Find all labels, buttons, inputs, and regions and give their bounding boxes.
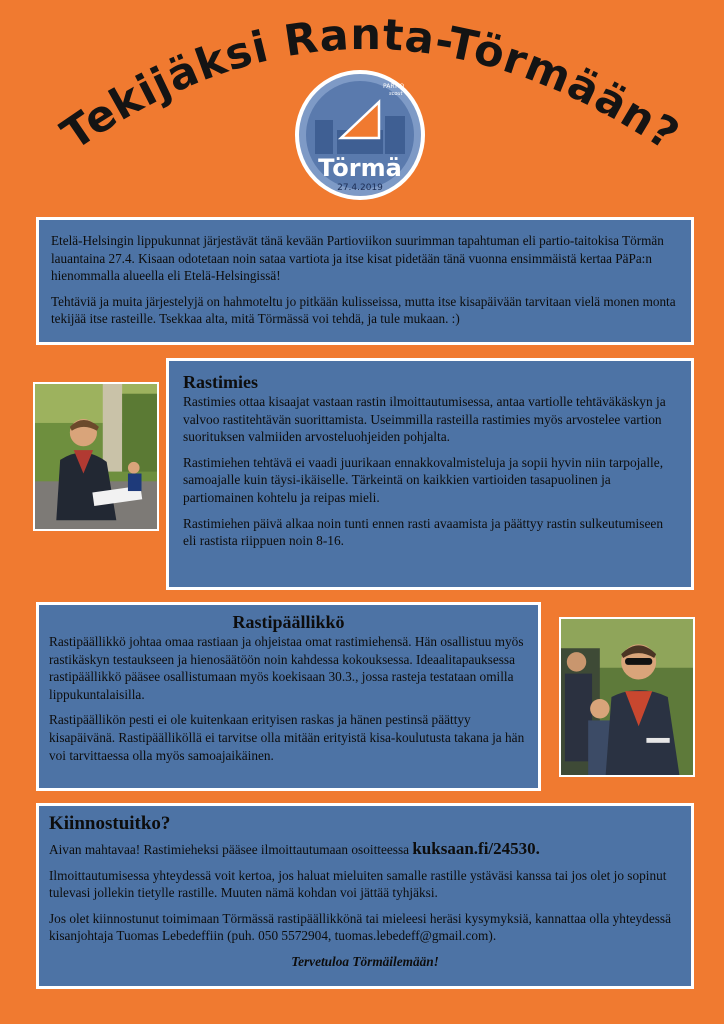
rastipaallikko-panel [36,602,541,791]
rastipaallikko-photo [559,617,695,777]
rastipaallikko-paragraph: Rastipäällikön pesti ei ole kuitenkaan erityisen raskas ja hänen pestinsä päättyy kisapäivänä. Rastipäälliköllä ei tarvitse olla mitään erityistä kisa-koulutusta takana ja hän voi tarvittaessa olla myös samoajaikäinen. [49,712,525,763]
svg-text:PARTIO: PARTIO [383,83,405,90]
intro-panel [36,217,694,345]
intro-paragraph: Etelä-Helsingin lippukunnat järjestävät tänä kevään Partioviikon suurimman tapahtuman eli partio-taitokisa Törmän lauantaina 27.4. Kisaan odotetaan noin sataa vartiota ja itse kisat pidetään tänä vuonna ensimmäistä kertaa PäPa:n hienommalla alueella eli Etelä-Helsingissä! [51,233,664,284]
rastimies-paragraph: Rastimiehen päivä alkaa noin tunti ennen rasti avaamista ja päättyy rastin sulkeutumiseen eli rastista riippuen noin 8-16. [183,515,664,549]
signup-line [49,840,681,859]
badge-date: 27.4.2019 [337,183,383,193]
svg-text:scout: scout [389,91,403,97]
kiinnostuitko-panel [36,803,694,989]
rastimies-paragraph: Rastimiehen tehtävä ei vaadi juurikaan ennakkovalmisteluja ja sopii hyvin niin tarpojalle, samoajalle kuin täysi-ikäiselle. Tärkeintä on kaikkien vartioiden tasapuolinen ja partiomainen kohtelu ja reipas mieli. [183,454,664,505]
rastimies-photo [33,382,159,531]
rastipaallikko-heading: Rastipäällikkö [232,612,345,632]
rastipaallikko-paragraph: Rastipäällikkö johtaa omaa rastiaan ja ohjeistaa omat rastimiehensä. Hän osallistuu myös rastikäskyn testaukseen ja hienosäätöön noin kahdessa kokouksessa. Ideaalitapauksessa rastipäällikkö pääsee osallistumaan myös koekisaan 30.3., jossa rasteja testataan omilla lippukuntalaisilla. [49,634,524,702]
badge-name: Törmä [318,154,402,182]
kiinnostuitko-paragraph: Ilmoittautumisessa yhteydessä voit kertoa, jos haluat mieluiten samalle rastille ystäväsi kanssa tai jos olet jo sopinut tulevasi jollekin tietylle rastille. Muuten nämä kohdan voi jättää tyhjäksi. [49,867,667,901]
signup-link[interactable]: kuksaan.fi/24530. [412,839,540,858]
signup-text: Aivan mahtavaa! Rastimieheksi pääsee ilmoittautumaan osoitteessa [49,842,413,857]
rastimies-paragraph: Rastimies ottaa kisaajat vastaan rastin ilmoittautumisessa, antaa vartiolle tehtäväkäskyn ja valvoo rastitehtävän suorittamista. Useimmilla rasteilla rastimies myös arvostelee vartion suorituksen valmiiden arvosteluohjeiden pohjalta. [183,394,666,445]
kiinnostuitko-heading: Kiinnostuitko? [49,813,171,834]
rastimies-heading: Rastimies [183,372,258,392]
kiinnostuitko-paragraph: Jos olet kiinnostunut toimimaan Törmässä rastipäällikkönä tai mieleesi heräsi kysymyksiä, kannattaa olla yhteydessä kisanjohtaja Tuomas Lebedeffiin (puh. 050 5572904, tuomas.lebedeff@gmail.com). [49,910,671,944]
headline-title: Tekijäksi Ranta-Törmään? [52,9,689,161]
rastimies-panel [166,358,694,590]
torma-logo [293,68,427,202]
intro-paragraph: Tehtäviä ja muita järjestelyjä on hahmoteltu jo pitkään kulisseissa, mutta itse kisapäivään tarvitaan vielä monen monta tekijää itse rasteille. Tsekkaa alta, mitä Törmässä voi tehdä, ja tule mukaan. :) [51,293,676,327]
closing-line: Tervetuloa Törmäilemään! [291,953,439,969]
